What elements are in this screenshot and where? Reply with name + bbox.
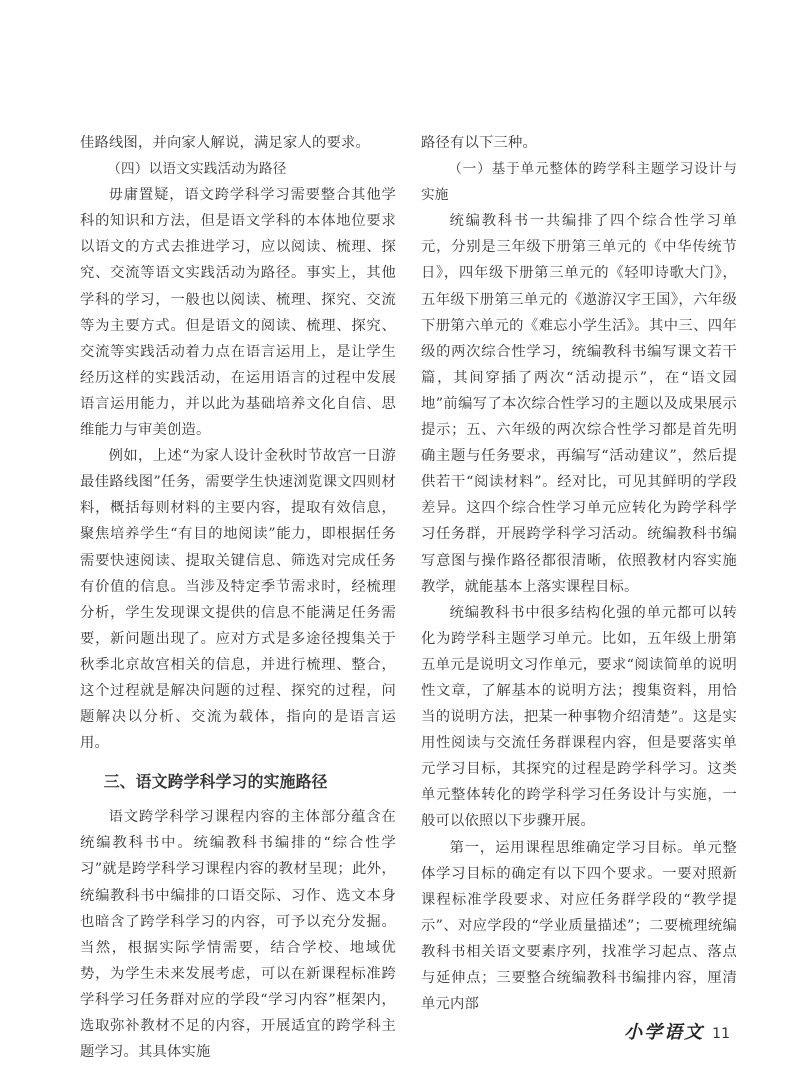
page-footer [624, 1018, 730, 1044]
left-column [80, 130, 396, 1065]
paragraph: 例如，上述“为家人设计金秋时节故宫一日游最佳路线图”任务，需要学生快速浏览课文四则材料，概括每则材料的主要内容，提取有效信息，聚焦培养学生“有目的地阅读”能力，即根据任务需要快速阅读、提取关键信息、筛选对完成任务有价值的信息。当涉及特定季节需求时，经梳理分析，学生发现课文提供的信息不能满足任务需要，新问题出现了。应对方式是多途径搜集关于秋季北京故宫相关的信息，并进行梳理、整合，这个过程就是解决问题的过程、探究的过程，问题解决以分析、交流为载体，指向的是语言运用。 [80, 448, 396, 752]
page-number: 11 [712, 1026, 730, 1042]
paragraph: 佳路线图，并向家人解说，满足家人的要求。 [80, 135, 370, 151]
paragraph: 语文跨学科学习课程内容的主体部分蕴含在统编教科书中。统编教科书编排的“综合性学习”就是跨学科学习课程内容的教材呈现；此外，统编教科书中编排的口语交际、习作、选文本身也暗含了跨学科学习的内容，可予以充分发掘。当然，根据实际学情需要，结合学校、地域优势，为学生未来发展考虑，可以在新课程标准跨学科学习任务群对应的学段“学习内容”框架内，选取弥补教材不足的内容，开展适宜的跨学科主题学习。其具体实施 [80, 809, 396, 1061]
paragraph: 统编教科书中很多结构化强的单元都可以转化为跨学科主题学习单元。比如，五年级上册第五单元是说明文习作单元，要求“阅读简单的说明性文章，了解基本的说明方法；搜集资料，用恰当的说明方法，把某一种事物介绍清楚”。这是实用性阅读与交流任务群课程内容，但是要落实单元学习目标，其探究的过程是跨学科学习。这类单元整体转化的跨学科学习任务设计与实施，一般可以依照以下步骤开展。 [421, 604, 737, 830]
subsection-heading: （一）基于单元整体的跨学科主题学习设计与实施 [421, 161, 737, 204]
right-column [421, 130, 737, 1017]
paragraph: 毋庸置疑，语文跨学科学习需要整合其他学科的知识和方法，但是语文学科的本体地位要求以语文的方式去推进学习，应以阅读、梳理、探究、交流等语文实践活动为路径。事实上，其他学科的学习，一般也以阅读、梳理、探究、交流等为主要方式。但是语文的阅读、梳理、探究、交流等实践活动着力点在语言运用上，是让学生经历这样的实践活动，在运用语言的过程中发展语言运用能力，并以此为基础培养文化自信、思维能力与审美创造。 [80, 187, 396, 439]
paragraph: 统编教科书一共编排了四个综合性学习单元，分别是三年级下册第三单元的《中华传统节日》，四年级下册第三单元的《轻叩诗歌大门》，五年级下册第三单元的《遨游汉字王国》，六年级下册第六单元的《难忘小学生活》。其中三、四年级的两次综合性学习，统编教科书编写课文若干篇，其间穿插了两次“活动提示”，在“语文园地”前编写了本次综合性学习的主题以及成果展示提示；五、六年级的两次综合性学习都是首先明确主题与任务要求，再编写“活动建议”，然后提供若干“阅读材料”。经对比，可见其鲜明的学段差异。这四个综合性学习单元应转化为跨学科学习任务群，开展跨学科学习活动。统编教科书编写意图与操作路径都很清晰，依照教材内容实施教学，就能基本上落实课程目标。 [421, 213, 737, 595]
journal-name: 小学语文 [624, 1022, 705, 1043]
paragraph: 第一，运用课程思维确定学习目标。单元整体学习目标的确定有以下四个要求。一要对照新课程标准学段要求、对应任务群学段的“教学提示”、对应学段的“学业质量描述”；二要梳理统编教科书相关语文要素序列，找准学习起点、落点与延伸点；三要整合统编教科书编排内容，厘清单元内部 [421, 839, 737, 1013]
subsection-heading: （四）以语文实践活动为路径 [107, 161, 287, 178]
paragraph: 路径有以下三种。 [421, 135, 537, 151]
section-heading: 三、语文跨学科学习的实施路径 [103, 772, 328, 792]
